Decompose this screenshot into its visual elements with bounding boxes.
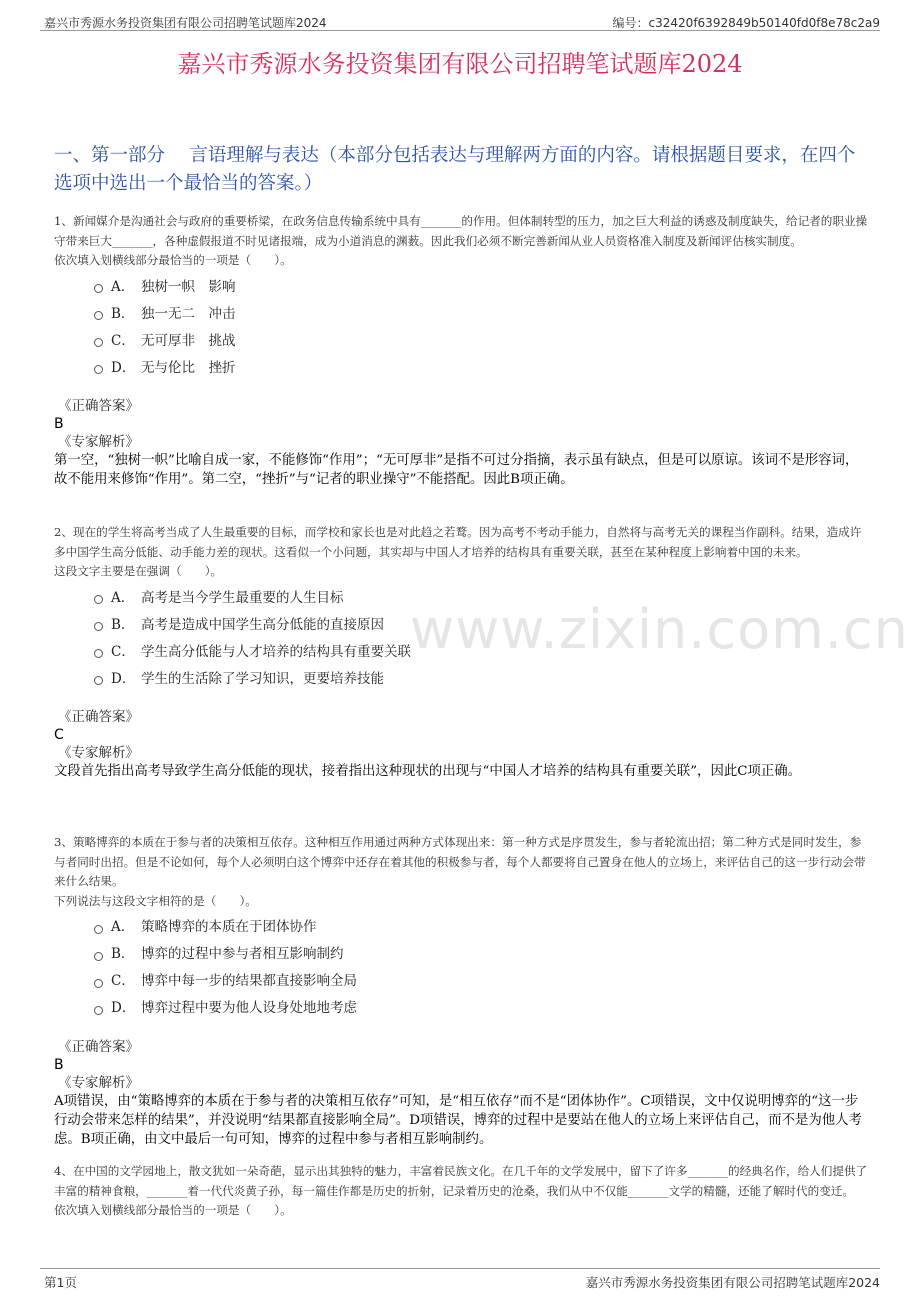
question-prompt: 下列说法与这段文字相符的是（ ）。 [54,893,257,908]
answer-value: C [54,727,64,743]
explanation-text: 第一空，“独树一帜”比喻自成一家，不能修饰“作用”；“无可厚非”是指不可过分指摘，表示虽有缺点，但是可以原谅。该词不是形容词，故不能用来修饰“作用”。第二空，“挫折”与“记者的职业操守”不能搭配。因此B项正确。 [54,453,859,487]
option-a[interactable]: A． 策略博弈的本质在于团体协作 [94,912,868,939]
explanation-label: 《专家解析》 [58,745,139,761]
footer-doc-name: 嘉兴市秀源水务投资集团有限公司招聘笔试题库2024 [585,1275,880,1290]
option-list [94,912,868,1020]
answer-value: B [54,416,64,432]
page-header [40,10,880,31]
option-d[interactable]: D． 无与伦比 挫折 [94,352,868,379]
document-title: 嘉兴市秀源水务投资集团有限公司招聘笔试题库2024 [177,50,743,78]
watermark: www.zixin.com.cn [410,598,909,661]
option-c[interactable]: C． 无可厚非 挑战 [94,325,868,352]
radio-icon[interactable] [94,284,103,293]
option-b[interactable]: B． 博弈的过程中参与者相互影响制约 [94,939,868,966]
page-footer [40,1268,880,1291]
option-b[interactable]: B． 高考是造成中国学生高分低能的直接原因 [94,609,868,636]
answer-label: 《正确答案》 [58,1038,139,1055]
radio-icon[interactable] [94,676,103,685]
radio-icon[interactable] [94,979,103,988]
question-prompt: 依次填入划横线部分最恰当的一项是（ ）。 [54,253,292,267]
explanation-text: 文段首先指出高考导致学生高分低能的现状，接着指出这种现状的出现与“中国人才培养的结构具有重要关联”，因此C项正确。 [54,764,802,779]
question-2 [54,523,868,781]
question-stem: 1、新闻媒介是沟通社会与政府的重要桥梁，在政务信息传输系统中具有_______的作用。但体制转型的压力，加之巨大利益的诱惑及制度缺失，给记者的职业操守带来巨大_______，各种虚假报道不时见诸报端，成为小道消息的渊薮。因此我们必须不断完善新闻从业人员资格准入制度及新闻评估核实制度。 [54,214,868,248]
section-heading: 一、第一部分 言语理解与表达（本部分包括表达与理解两方面的内容。请根据题目要求，在四个选项中选出一个最恰当的答案。） [54,145,856,194]
option-b[interactable]: B． 独一无二 冲击 [94,298,868,325]
question-3 [54,833,868,1149]
question-prompt: 依次填入划横线部分最恰当的一项是（ ）。 [54,1203,292,1217]
explanation-label: 《专家解析》 [58,1074,139,1091]
radio-icon[interactable] [94,338,103,347]
radio-icon[interactable] [94,311,103,320]
radio-icon[interactable] [94,649,103,658]
radio-icon[interactable] [94,595,103,604]
question-stem: 4、在中国的文学园地上，散文犹如一朵奇葩，显示出其独特的魅力，丰富着民族文化。在几千年的文学发展中，留下了许多_______的经典名作，给人们提供了丰富的精神食粮，_______着一代代炎黄子孙，每一篇佳作都是历史的折射，记录着历史的沧桑，我们从中不仅能_______文学的精髓，还能了解时代的变迁。 [54,1164,868,1198]
option-a[interactable]: A． 高考是当今学生最重要的人生目标 [94,582,868,609]
question-stem: 3、策略博弈的本质在于参与者的决策相互依存。这种相互作用通过两种方式体现出来：第一种方式是序贯发生，参与者轮流出招；第二种方式是同时发生，参与者同时出招。但是不论如何，每个人必须明白这个博弈中还存在着其他的积极参与者，每个人都要将自己置身在他人的立场上，来评估自己的这一步行动会带来什么结果。 [54,835,866,888]
option-d[interactable]: D． 学生的生活除了学习知识，更要培养技能 [94,663,868,690]
answer-label: 《正确答案》 [58,709,139,725]
answer-value: B [54,1056,64,1073]
answer-label: 《正确答案》 [58,398,139,414]
page-number: 第1页 [44,1275,77,1290]
radio-icon[interactable] [94,622,103,631]
option-a[interactable]: A． 独树一帜 影响 [94,271,868,298]
radio-icon[interactable] [94,952,103,961]
question-prompt: 这段文字主要是在强调（ ）。 [54,564,223,578]
question-4 [54,1162,868,1220]
option-c[interactable]: C． 学生高分低能与人才培养的结构具有重要关联 [94,636,868,663]
radio-icon[interactable] [94,1006,103,1015]
option-list [94,582,868,690]
radio-icon[interactable] [94,365,103,374]
explanation-label: 《专家解析》 [58,434,139,450]
radio-icon[interactable] [94,925,103,934]
header-doc-id: 编号：c32420f6392849b50140fd0f8e78c2a9 [612,16,880,30]
option-list [94,271,868,379]
option-d[interactable]: D． 博弈过程中要为他人设身处地地考虑 [94,993,868,1020]
explanation-text: A项错误，由“策略博弈的本质在于参与者的决策相互依存”可知，是“相互依存”而不是“团体协作”。C项错误，文中仅说明博弈的“这一步行动会带来怎样的结果”，并没说明“结果都直接影响全局”。D项错误，博弈的过程中是要站在他人的立场上来评估自己，而不是为他人考虑。B项正确，由文中最后一句可知，博弈的过程中参与者相互影响制约。 [54,1093,862,1147]
header-doc-name: 嘉兴市秀源水务投资集团有限公司招聘笔试题库2024 [44,16,327,30]
option-c[interactable]: C． 博弈中每一步的结果都直接影响全局 [94,966,868,993]
question-1 [54,212,868,489]
question-stem: 2、现在的学生将高考当成了人生最重要的目标，而学校和家长也是对此趋之若鹜。因为高考不考动手能力，自然将与高考无关的课程当作副科。结果，造成许多中国学生高分低能、动手能力差的现状。这看似一个小问题，其实却与中国人才培养的结构具有重要关联，甚至在某种程度上影响着中国的未来。 [54,525,862,559]
